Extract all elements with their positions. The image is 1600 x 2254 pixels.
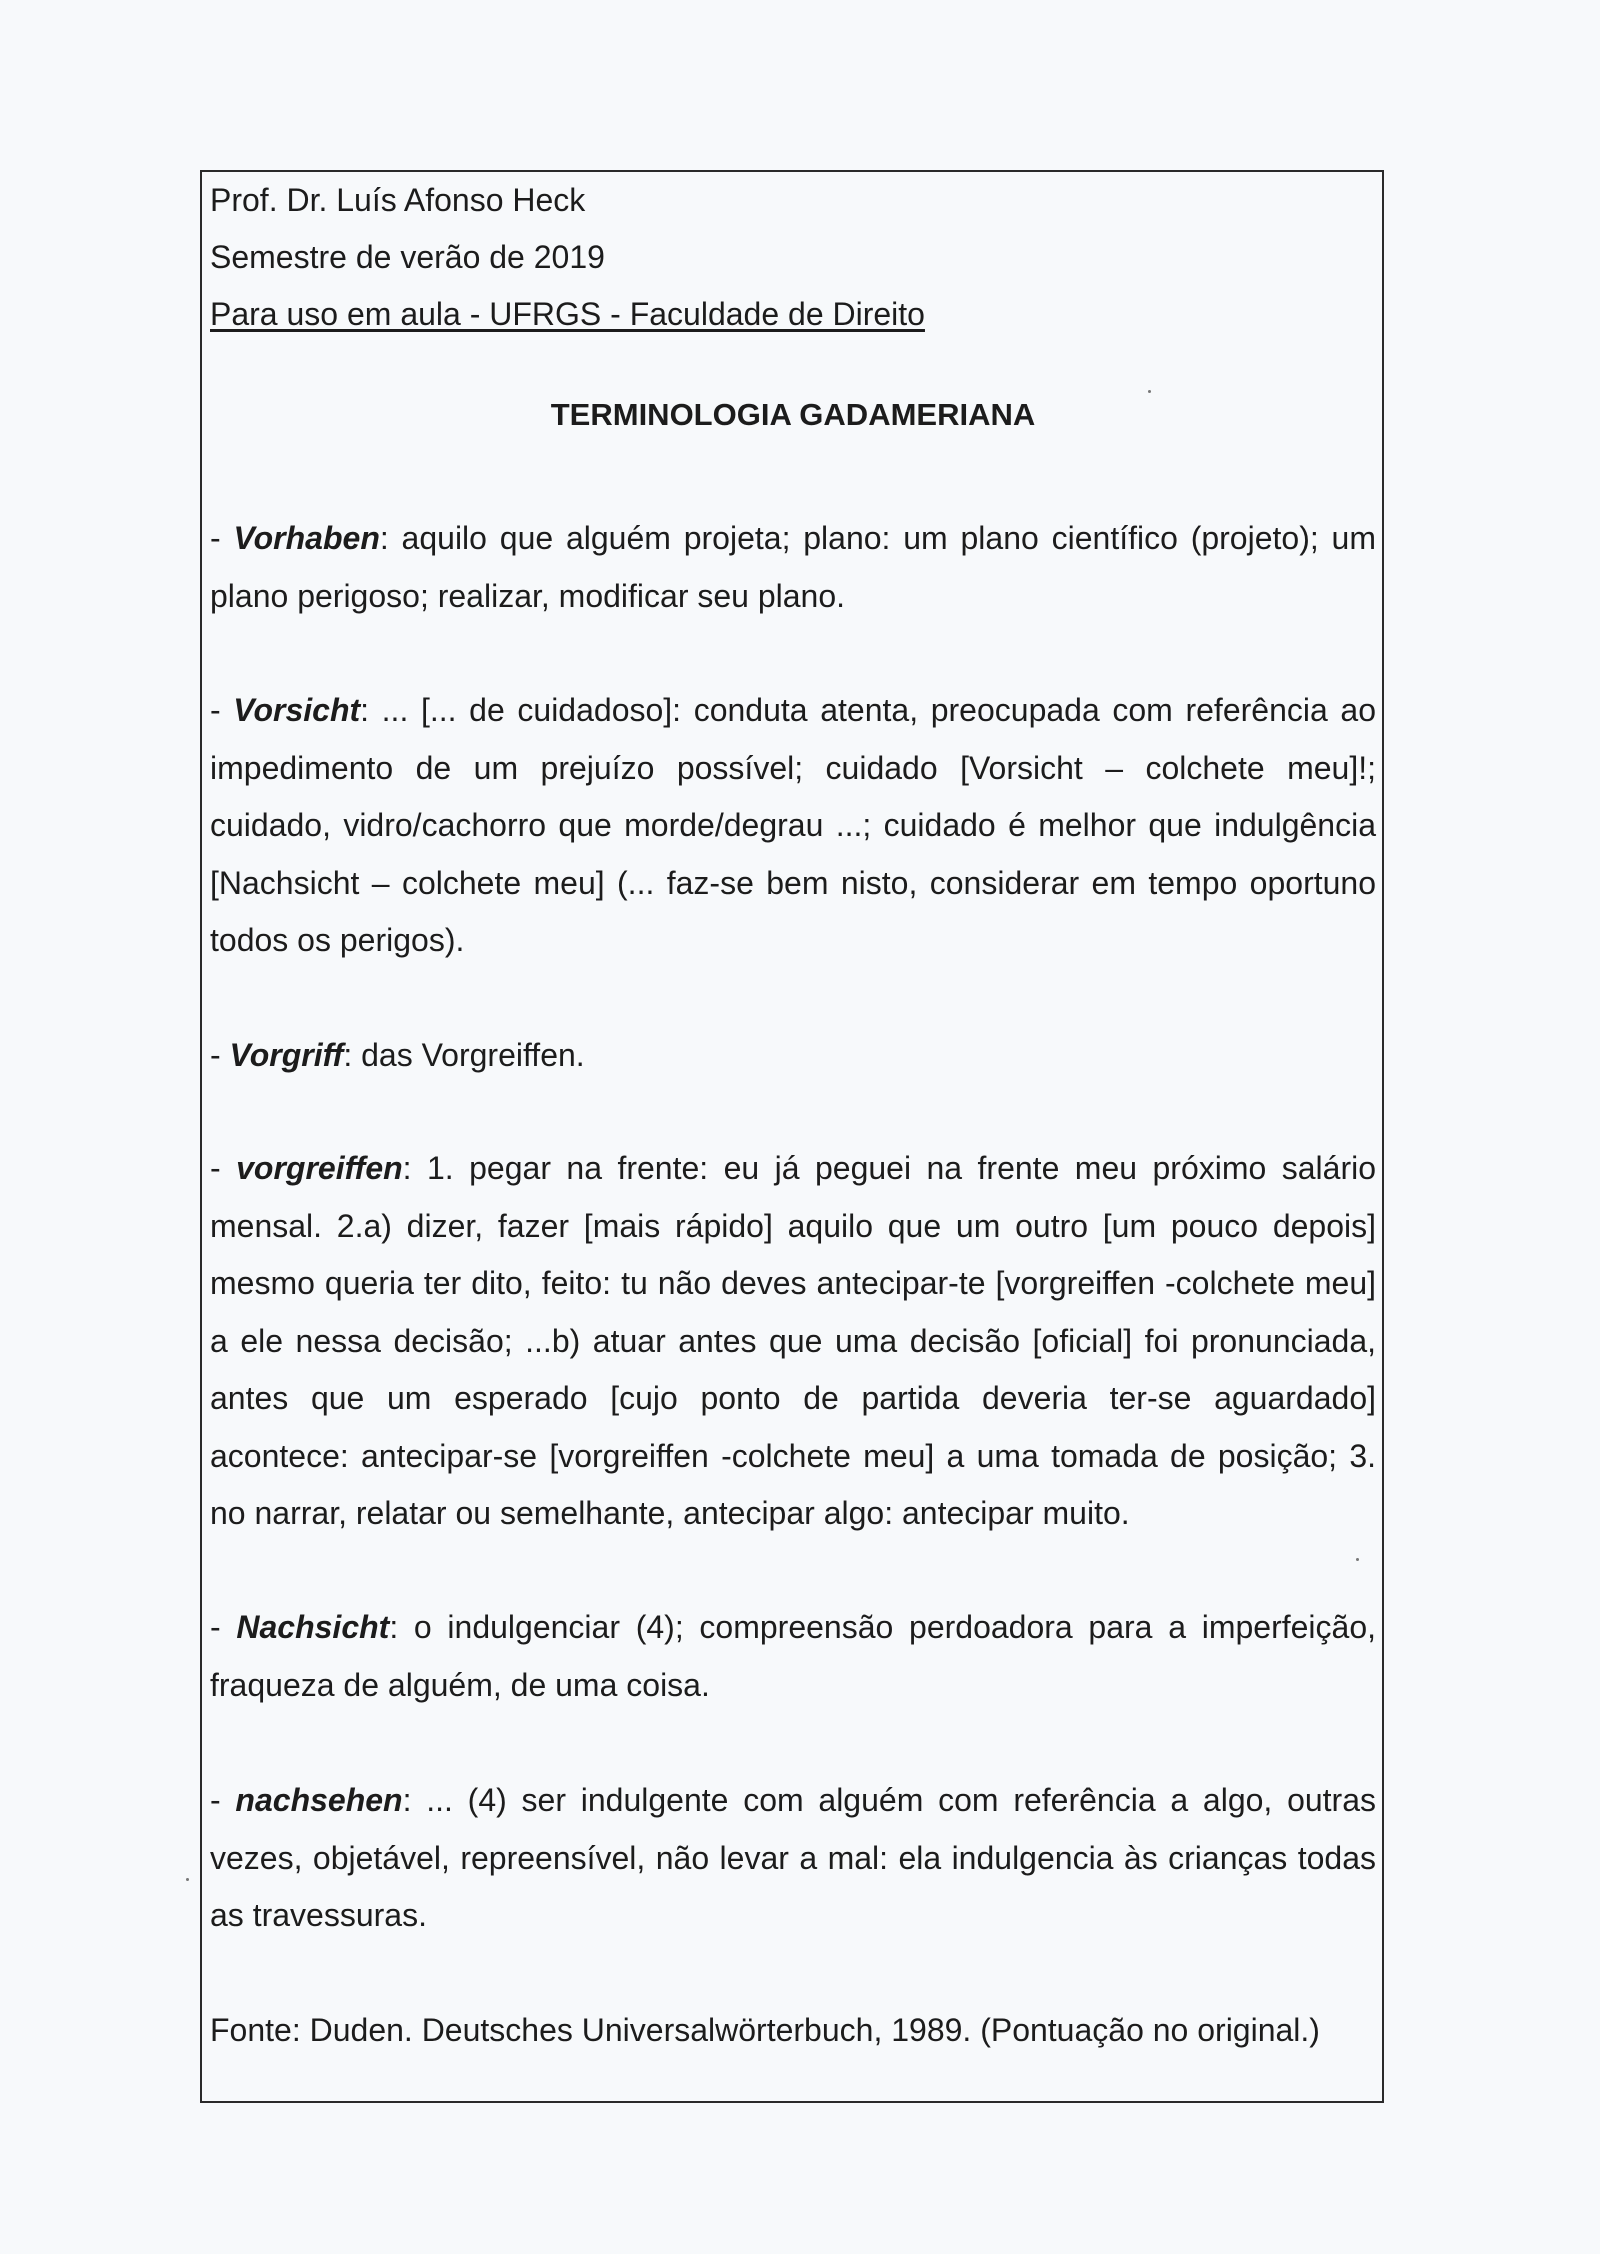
document-title: TERMINOLOGIA GADAMERIANA — [550, 397, 1036, 432]
entry-term: Vorhaben — [233, 520, 380, 556]
scan-speck — [186, 1878, 189, 1881]
entry-prefix: - — [210, 692, 234, 728]
scan-speck — [1356, 1558, 1359, 1561]
entry-text: : o indulgenciar (4); compreensão perdoadora para a imperfeição, fraqueza de alguém, de uma coisa. — [210, 1609, 1377, 1703]
entry-text: : 1. pegar na frente: eu já peguei na frente meu próximo salário mensal. 2.a) dizer, fazer [mais rápido] aquilo que um outro [um pouco depois] mesmo queria ter dito, feito: tu não deves antecipar-te [vorgreiffen -colchete meu] a ele nessa decisão; ...b) atuar antes que uma decisão [oficial] foi pronunciada, antes que um esperado [cujo ponto de partida deveria ter-se aguardado] acontece: antecipar-se [vorgreiffen -colchete meu] a uma tomada de posição; 3. no narrar, relatar ou semelhante, antecipar algo: antecipar muito. — [210, 1150, 1377, 1531]
scan-speck — [1148, 390, 1151, 393]
entry-term: vorgreiffen — [236, 1150, 403, 1186]
entry-prefix: - — [210, 1037, 230, 1073]
entry-vorgreiffen — [210, 1140, 1376, 1543]
entry-prefix: - — [210, 1609, 237, 1645]
document-content — [210, 172, 1377, 2048]
entry-text: : ... (4) ser indulgente com alguém com referência a algo, outras vezes, objetável, repreensível, não levar a mal: ela indulgencia às crianças todas as travessuras. — [210, 1782, 1377, 1933]
entry-text: : ... [... de cuidadoso]: conduta atenta, preocupada com referência ao impedimento de um prejuízo possível; cuidado [Vorsicht – colchete meu]!; cuidado, vidro/cachorro que morde/degrau ...; cuidado é melhor que indulgência [Nachsicht – colchete meu] (... faz-se bem nisto, considerar em tempo oportuno todos os perigos). — [210, 692, 1377, 958]
entry-term: Vorgriff — [229, 1037, 344, 1073]
entry-term: nachsehen — [235, 1782, 403, 1818]
entry-text: : das Vorgreiffen. — [343, 1037, 585, 1073]
source-citation: Fonte: Duden. Deutsches Universalwörterbuch, 1989. (Pontuação no original.) — [210, 2012, 1320, 2048]
entry-term: Vorsicht — [233, 692, 361, 728]
entry-vorhaben — [210, 510, 1376, 625]
author-line: Prof. Dr. Luís Afonso Heck — [210, 182, 586, 218]
entry-term: Nachsicht — [236, 1609, 390, 1645]
entry-text: : aquilo que alguém projeta; plano: um plano científico (projeto); um plano perigoso; realizar, modificar seu plano. — [210, 520, 1377, 614]
entry-prefix: - — [210, 1150, 237, 1186]
entry-nachsicht — [210, 1599, 1376, 1714]
usage-line: Para uso em aula - UFRGS - Faculdade de Direito — [210, 296, 925, 332]
entry-vorsicht — [210, 682, 1376, 970]
entry-vorgriff — [210, 1027, 1376, 1085]
entry-prefix: - — [210, 1782, 236, 1818]
semester-line: Semestre de verão de 2019 — [210, 239, 605, 275]
entry-nachsehen — [210, 1772, 1376, 1945]
entry-prefix: - — [210, 520, 234, 556]
